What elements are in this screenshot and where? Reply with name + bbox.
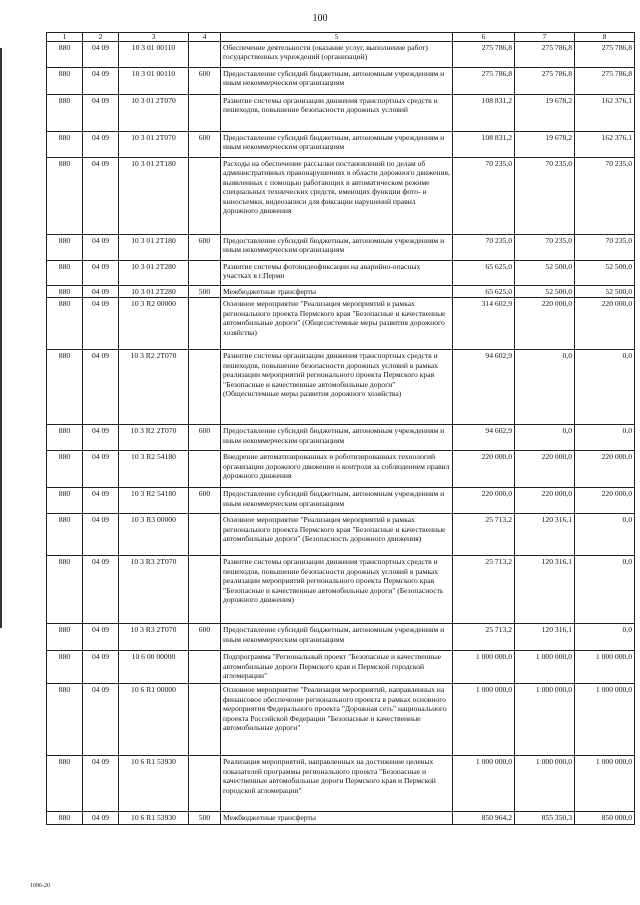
amount-year2-cell: 1 000 000,0	[515, 651, 575, 684]
expense-type-cell	[189, 514, 221, 556]
target-article-cell: 10 3 01 2Т180	[119, 235, 189, 261]
section-code-cell: 04 09	[83, 298, 119, 350]
expense-type-cell	[189, 451, 221, 488]
table-row	[47, 425, 635, 451]
admin-code-cell: 880	[47, 684, 83, 756]
admin-code-cell: 880	[47, 261, 83, 286]
amount-year2-cell: 70 235,0	[515, 235, 575, 261]
table-row	[47, 42, 635, 68]
expense-type-cell: 500	[189, 812, 221, 824]
admin-code-cell: 880	[47, 514, 83, 556]
column-number: 4	[189, 33, 221, 42]
admin-code-cell: 880	[47, 651, 83, 684]
amount-year2-cell: 220 000,0	[515, 451, 575, 488]
expense-type-cell	[189, 651, 221, 684]
column-number: 1	[47, 33, 83, 42]
table-row	[47, 95, 635, 132]
target-article-cell: 10 3 R2 2Т070	[119, 425, 189, 451]
amount-year1-cell: 25 713,2	[453, 556, 515, 624]
expense-type-cell: 600	[189, 235, 221, 261]
amount-year3-cell: 275 786,8	[575, 68, 635, 95]
amount-year1-cell: 1 000 000,0	[453, 756, 515, 812]
expense-type-cell	[189, 350, 221, 425]
section-code-cell: 04 09	[83, 95, 119, 132]
description-cell: Основное мероприятие "Реализация мероприятий, направленных на финансовое обеспечение регионального проекта в рамках основного мероприятия Федерального проекта "Дорожная сеть" национального проекта Российской Федерации "Безопасные и качественные автомобильные дороги"	[221, 684, 453, 756]
target-article-cell: 10 3 01 2Т070	[119, 132, 189, 158]
amount-year3-cell: 162 376,1	[575, 95, 635, 132]
amount-year1-cell: 25 713,2	[453, 514, 515, 556]
amount-year1-cell: 220 000,0	[453, 451, 515, 488]
expense-type-cell: 600	[189, 624, 221, 651]
admin-code-cell: 880	[47, 350, 83, 425]
amount-year1-cell: 65 625,0	[453, 286, 515, 298]
section-code-cell: 04 09	[83, 756, 119, 812]
amount-year3-cell: 0,0	[575, 514, 635, 556]
target-article-cell: 10 3 01 2Т280	[119, 261, 189, 286]
amount-year1-cell: 850 964,2	[453, 812, 515, 824]
amount-year3-cell: 1 000 000,0	[575, 684, 635, 756]
amount-year2-cell: 19 678,2	[515, 95, 575, 132]
amount-year3-cell: 0,0	[575, 425, 635, 451]
table-row	[47, 488, 635, 514]
table-row	[47, 684, 635, 756]
description-cell: Предоставление субсидий бюджетным, автономным учреждениям и иным некоммерческим организациям	[221, 68, 453, 95]
description-cell: Реализация мероприятий, направленных на достижение целевых показателей программы регионального проекта "Безопасные и качественные автомобильные дороги Пермского края и Пермской городской агломерации"	[221, 756, 453, 812]
amount-year2-cell: 0,0	[515, 350, 575, 425]
target-article-cell: 10 3 R2 2Т070	[119, 350, 189, 425]
target-article-cell: 10 3 01 2Т280	[119, 286, 189, 298]
section-code-cell: 04 09	[83, 286, 119, 298]
table-row	[47, 158, 635, 235]
description-cell: Предоставление субсидий бюджетным, автономным учреждениям и иным некоммерческим организациям	[221, 132, 453, 158]
amount-year2-cell: 275 786,8	[515, 42, 575, 68]
admin-code-cell: 880	[47, 488, 83, 514]
description-cell: Предоставление субсидий бюджетным, автономным учреждениям и иным некоммерческим организациям	[221, 235, 453, 261]
section-code-cell: 04 09	[83, 132, 119, 158]
expense-type-cell: 600	[189, 425, 221, 451]
admin-code-cell: 880	[47, 95, 83, 132]
expense-type-cell: 600	[189, 132, 221, 158]
admin-code-cell: 880	[47, 158, 83, 235]
expense-type-cell: 600	[189, 488, 221, 514]
amount-year1-cell: 314 602,9	[453, 298, 515, 350]
table-row	[47, 235, 635, 261]
admin-code-cell: 880	[47, 624, 83, 651]
section-code-cell: 04 09	[83, 350, 119, 425]
description-cell: Основное мероприятие "Реализация мероприятий в рамках регионального проекта Пермского края "Безопасные и качественные автомобильные дороги" (Безопасность дорожного движения)	[221, 514, 453, 556]
column-number: 2	[83, 33, 119, 42]
expense-type-cell: 500	[189, 286, 221, 298]
amount-year3-cell: 0,0	[575, 350, 635, 425]
description-cell: Межбюджетные трансферты	[221, 812, 453, 824]
target-article-cell: 10 3 01 2Т070	[119, 95, 189, 132]
description-cell: Развитие системы фотовидеофиксации на аварийно-опасных участках в г.Перми	[221, 261, 453, 286]
amount-year1-cell: 70 235,0	[453, 235, 515, 261]
admin-code-cell: 880	[47, 235, 83, 261]
expense-type-cell	[189, 95, 221, 132]
expense-type-cell	[189, 298, 221, 350]
table-row	[47, 651, 635, 684]
table-row	[47, 556, 635, 624]
amount-year3-cell: 220 000,0	[575, 488, 635, 514]
amount-year3-cell: 220 000,0	[575, 298, 635, 350]
admin-code-cell: 880	[47, 298, 83, 350]
scan-edge-mark	[0, 48, 2, 628]
section-code-cell: 04 09	[83, 235, 119, 261]
amount-year2-cell: 19 678,2	[515, 132, 575, 158]
target-article-cell: 10 6 R1 53930	[119, 812, 189, 824]
amount-year1-cell: 70 235,0	[453, 158, 515, 235]
amount-year2-cell: 275 786,8	[515, 68, 575, 95]
amount-year2-cell: 220 000,0	[515, 488, 575, 514]
amount-year2-cell: 1 000 000,0	[515, 684, 575, 756]
column-number: 5	[221, 33, 453, 42]
amount-year3-cell: 1 000 000,0	[575, 651, 635, 684]
amount-year1-cell: 108 831,2	[453, 132, 515, 158]
admin-code-cell: 880	[47, 425, 83, 451]
description-cell: Развитие системы организации движения транспортных средств и пешеходов, повышение безопасности дорожных условий в рамках реализации мероприятий регионального проекта Пермского края "Безопасные и качественные автомобильные дороги" (Общесистемные меры развития дорожного хозяйства)	[221, 350, 453, 425]
description-cell: Межбюджетные трансферты	[221, 286, 453, 298]
table-body	[47, 42, 635, 825]
amount-year2-cell: 1 000 000,0	[515, 756, 575, 812]
description-cell: Развитие системы организации движения транспортных средств и пешеходов, повышение безопасности дорожных условий	[221, 95, 453, 132]
admin-code-cell: 880	[47, 451, 83, 488]
page-number: 100	[312, 13, 328, 24]
expense-type-cell	[189, 42, 221, 68]
target-article-cell: 10 3 R3 2Т070	[119, 624, 189, 651]
table-row	[47, 756, 635, 812]
amount-year3-cell: 52 500,0	[575, 286, 635, 298]
admin-code-cell: 880	[47, 756, 83, 812]
table-row	[47, 261, 635, 286]
target-article-cell: 10 3 R2 54180	[119, 451, 189, 488]
target-article-cell: 10 3 01 2Т180	[119, 158, 189, 235]
target-article-cell: 10 6 00 00000	[119, 651, 189, 684]
admin-code-cell: 880	[47, 286, 83, 298]
amount-year1-cell: 275 786,8	[453, 42, 515, 68]
target-article-cell: 10 3 R2 54180	[119, 488, 189, 514]
budget-table	[46, 32, 635, 825]
amount-year2-cell: 52 500,0	[515, 286, 575, 298]
description-cell: Расходы на обеспечение рассылки постановлений по делам об административных правонарушениях в области дорожного движения, выявленных с помощью работающих в автоматическом режиме специальных технических средств, имеющих функции фото- и киносъемки, видеозаписи для фиксации нарушений правил дорожного движения	[221, 158, 453, 235]
amount-year1-cell: 275 786,8	[453, 68, 515, 95]
expense-type-cell	[189, 756, 221, 812]
amount-year1-cell: 25 713,2	[453, 624, 515, 651]
table-row	[47, 514, 635, 556]
section-code-cell: 04 09	[83, 812, 119, 824]
description-cell: Предоставление субсидий бюджетным, автономным учреждениям и иным некоммерческим организациям	[221, 624, 453, 651]
target-article-cell: 10 6 R1 00000	[119, 684, 189, 756]
amount-year2-cell: 220 000,0	[515, 298, 575, 350]
amount-year1-cell: 94 602,9	[453, 425, 515, 451]
table-row	[47, 350, 635, 425]
target-article-cell: 10 3 R3 2Т070	[119, 556, 189, 624]
admin-code-cell: 880	[47, 556, 83, 624]
table-row	[47, 132, 635, 158]
table-row	[47, 298, 635, 350]
amount-year2-cell: 52 500,0	[515, 261, 575, 286]
section-code-cell: 04 09	[83, 651, 119, 684]
description-cell: Подпрограмма "Региональный проект "Безопасные и качественные автомобильные дороги Пермского края и Пермской городской агломерации"	[221, 651, 453, 684]
description-cell: Предоставление субсидий бюджетным, автономным учреждениям и иным некоммерческим организациям	[221, 488, 453, 514]
amount-year3-cell: 52 500,0	[575, 261, 635, 286]
target-article-cell: 10 3 R3 00000	[119, 514, 189, 556]
section-code-cell: 04 09	[83, 488, 119, 514]
column-number: 6	[453, 33, 515, 42]
column-number: 8	[575, 33, 635, 42]
expense-type-cell	[189, 556, 221, 624]
amount-year3-cell: 0,0	[575, 556, 635, 624]
target-article-cell: 10 3 01 00110	[119, 42, 189, 68]
description-cell: Обеспечение деятельности (оказание услуг, выполнение работ) государственных учреждений (организаций)	[221, 42, 453, 68]
target-article-cell: 10 3 01 00110	[119, 68, 189, 95]
amount-year3-cell: 1 000 000,0	[575, 756, 635, 812]
table-row	[47, 68, 635, 95]
expense-type-cell	[189, 261, 221, 286]
admin-code-cell: 880	[47, 812, 83, 824]
amount-year2-cell: 70 235,0	[515, 158, 575, 235]
amount-year3-cell: 162 376,1	[575, 132, 635, 158]
admin-code-cell: 880	[47, 132, 83, 158]
column-number: 7	[515, 33, 575, 42]
amount-year1-cell: 94 602,9	[453, 350, 515, 425]
amount-year2-cell: 855 350,3	[515, 812, 575, 824]
admin-code-cell: 880	[47, 42, 83, 68]
amount-year1-cell: 1 000 000,0	[453, 651, 515, 684]
amount-year2-cell: 120 316,1	[515, 556, 575, 624]
table-row	[47, 451, 635, 488]
section-code-cell: 04 09	[83, 514, 119, 556]
section-code-cell: 04 09	[83, 451, 119, 488]
amount-year3-cell: 0,0	[575, 624, 635, 651]
expense-type-cell: 600	[189, 68, 221, 95]
column-number-row	[47, 33, 635, 42]
amount-year3-cell: 275 786,8	[575, 42, 635, 68]
description-cell: Предоставление субсидий бюджетным, автономным учреждениям и иным некоммерческим организациям	[221, 425, 453, 451]
section-code-cell: 04 09	[83, 556, 119, 624]
description-cell: Основное мероприятие "Реализация мероприятий в рамках регионального проекта Пермского края "Безопасные и качественные автомобильные дороги" (Общесистемные меры развития дорожного хозяйства)	[221, 298, 453, 350]
section-code-cell: 04 09	[83, 425, 119, 451]
section-code-cell: 04 09	[83, 68, 119, 95]
amount-year2-cell: 0,0	[515, 425, 575, 451]
table-row	[47, 624, 635, 651]
amount-year1-cell: 1 000 000,0	[453, 684, 515, 756]
table-row	[47, 286, 635, 298]
table-row	[47, 812, 635, 824]
amount-year1-cell: 108 831,2	[453, 95, 515, 132]
target-article-cell: 10 6 R1 53930	[119, 756, 189, 812]
section-code-cell: 04 09	[83, 158, 119, 235]
admin-code-cell: 880	[47, 68, 83, 95]
amount-year3-cell: 220 000,0	[575, 451, 635, 488]
description-cell: Внедрение автоматизированных и роботизированных технологий организации дорожного движения и контроля за соблюдением правил дорожного движения	[221, 451, 453, 488]
amount-year3-cell: 70 235,0	[575, 235, 635, 261]
column-number: 3	[119, 33, 189, 42]
section-code-cell: 04 09	[83, 261, 119, 286]
amount-year3-cell: 850 000,0	[575, 812, 635, 824]
expense-type-cell	[189, 158, 221, 235]
amount-year2-cell: 120 316,1	[515, 514, 575, 556]
footer-code: 1096-20	[30, 883, 50, 889]
section-code-cell: 04 09	[83, 684, 119, 756]
section-code-cell: 04 09	[83, 624, 119, 651]
expense-type-cell	[189, 684, 221, 756]
section-code-cell: 04 09	[83, 42, 119, 68]
amount-year3-cell: 70 235,0	[575, 158, 635, 235]
amount-year1-cell: 220 000,0	[453, 488, 515, 514]
target-article-cell: 10 3 R2 00000	[119, 298, 189, 350]
amount-year1-cell: 65 625,0	[453, 261, 515, 286]
amount-year2-cell: 120 316,1	[515, 624, 575, 651]
description-cell: Развитие системы организации движения транспортных средств и пешеходов, повышение безопасности дорожных условий в рамках реализации мероприятий регионального проекта Пермского края "Безопасные и качественные автомобильные дороги" (Безопасность дорожного движения)	[221, 556, 453, 624]
